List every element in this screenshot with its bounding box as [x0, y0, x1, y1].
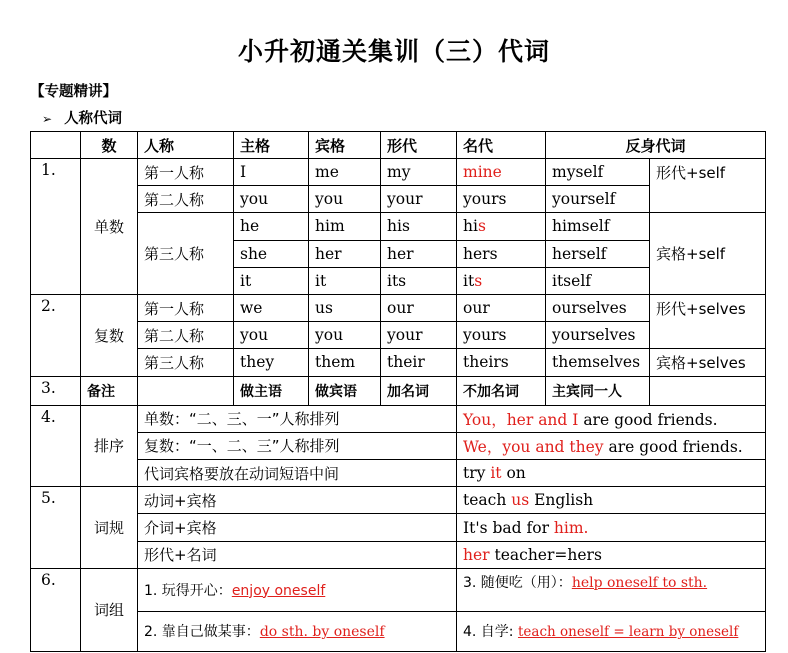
- arrow-icon: ➢: [42, 112, 53, 126]
- header-possessive-adj: 形代: [381, 132, 457, 159]
- cell: his: [381, 213, 457, 240]
- cell: yourself: [546, 186, 650, 213]
- note-cell: 主宾同一人: [546, 376, 650, 405]
- header-subject: 主格: [234, 132, 309, 159]
- example-text: are good friends.: [578, 410, 718, 429]
- table-row: [31, 514, 766, 541]
- header-reflexive: 反身代词: [546, 132, 766, 159]
- phrase-cell: [457, 611, 766, 651]
- example-text: teach: [463, 491, 512, 510]
- example-red: We，you and they: [463, 437, 604, 456]
- rule-cell: [650, 213, 766, 295]
- order-example: [457, 432, 766, 459]
- row-number: 1.: [31, 159, 81, 295]
- order-rule: 单数：“二、三、一”人称排列: [138, 405, 457, 432]
- example-red: her: [463, 545, 490, 564]
- table-row: [31, 460, 766, 487]
- row-number: 3.: [31, 376, 81, 405]
- row-number: 6.: [31, 568, 81, 651]
- cell: you: [234, 322, 309, 349]
- header-blank: [31, 132, 81, 159]
- row-number: 4.: [31, 405, 81, 487]
- person-label: 第二人称: [138, 186, 234, 213]
- rule-cell: [650, 159, 766, 213]
- rule-cell: [650, 294, 766, 348]
- phrase-answer: enjoy oneself: [231, 582, 326, 599]
- phrase-answer: do sth. by oneself: [259, 624, 385, 641]
- person-label: 第二人称: [138, 322, 234, 349]
- cell: ourselves: [546, 294, 650, 321]
- rule-cell: [650, 349, 766, 376]
- cell: hers: [457, 240, 546, 267]
- subsection-heading: [42, 107, 122, 128]
- order-rule: 复数：“一、二、三”人称排列: [138, 432, 457, 459]
- table-row: [31, 568, 766, 611]
- cell-text: hi: [463, 217, 478, 236]
- cell: her: [309, 240, 381, 267]
- example-text: are good friends.: [603, 437, 743, 456]
- phrase-label: 3. 随便吃（用）：: [463, 574, 572, 591]
- cell: their: [381, 349, 457, 376]
- subsection-label: 人称代词: [64, 111, 123, 127]
- table-row: [31, 294, 766, 321]
- cell: itself: [546, 267, 650, 294]
- cell: myself: [546, 159, 650, 186]
- table-header-row: [31, 132, 766, 159]
- example-red: You，her and I: [463, 410, 579, 429]
- group-label: 排序: [81, 405, 138, 487]
- example-red: us: [511, 491, 530, 510]
- cell: yours: [457, 322, 546, 349]
- phrase-cell: [138, 611, 457, 651]
- cell: they: [234, 349, 309, 376]
- note-label: 备注: [81, 376, 138, 405]
- order-rule: 代词宾格要放在动词短语中间: [138, 460, 457, 487]
- section-heading: 【专题精讲】: [30, 84, 117, 100]
- cell: herself: [546, 240, 650, 267]
- cell-text: it: [463, 271, 475, 290]
- word-rule: 介词+宾格: [138, 514, 457, 541]
- header-person: 人称: [138, 132, 234, 159]
- phrase-label: 2. 靠自己做某事：: [144, 624, 260, 641]
- example-red: him.: [553, 518, 589, 537]
- header-object: 宾格: [309, 132, 381, 159]
- example-text: try: [463, 464, 491, 483]
- phrase-cell: [138, 568, 457, 611]
- word-rule: 形代+名词: [138, 541, 457, 568]
- table-row: [31, 611, 766, 651]
- phrase-label: 4. 自学:: [463, 624, 518, 641]
- cell-text-red: s: [474, 271, 483, 290]
- table-row: [31, 541, 766, 568]
- rule-text: 宾格+self: [656, 245, 726, 264]
- cell: [138, 376, 234, 405]
- table-row: [31, 487, 766, 514]
- table-row: [31, 376, 766, 405]
- note-cell: 加名词: [381, 376, 457, 405]
- phrase-label: 1. 玩得开心：: [144, 582, 232, 599]
- note-cell: 做宾语: [309, 376, 381, 405]
- cell: you: [234, 186, 309, 213]
- rule-example: [457, 487, 766, 514]
- cell: themselves: [546, 349, 650, 376]
- example-text: teacher=hers: [489, 545, 602, 564]
- cell: me: [309, 159, 381, 186]
- person-label: 第一人称: [138, 159, 234, 186]
- row-number: 5.: [31, 487, 81, 569]
- example-text: English: [529, 491, 594, 510]
- cell: yours: [457, 186, 546, 213]
- rule-example: [457, 541, 766, 568]
- cell: us: [309, 294, 381, 321]
- cell: [457, 267, 546, 294]
- cell: them: [309, 349, 381, 376]
- cell: [457, 213, 546, 240]
- order-example: [457, 460, 766, 487]
- cell: its: [381, 267, 457, 294]
- table-row: [31, 213, 766, 240]
- cell: yourselves: [546, 322, 650, 349]
- page-title: 小升初通关集训（三）代词: [237, 37, 550, 66]
- cell: our: [457, 294, 546, 321]
- header-number: 数: [81, 132, 138, 159]
- table-row: [31, 349, 766, 376]
- cell: he: [234, 213, 309, 240]
- group-label: 词组: [81, 568, 138, 651]
- cell: your: [381, 322, 457, 349]
- group-label: 词规: [81, 487, 138, 569]
- cell: it: [234, 267, 309, 294]
- cell: your: [381, 186, 457, 213]
- group-label: 复数: [81, 294, 138, 376]
- example-text: It's bad for: [463, 518, 554, 537]
- rule-text: 形代+selves: [656, 299, 746, 318]
- phrase-answer: teach oneself = learn by oneself: [517, 624, 739, 641]
- example-text: on: [501, 464, 526, 483]
- header-possessive-pron: 名代: [457, 132, 546, 159]
- cell: I: [234, 159, 309, 186]
- cell: him: [309, 213, 381, 240]
- cell: mine: [457, 159, 546, 186]
- table-row: [31, 405, 766, 432]
- word-rule: 动词+宾格: [138, 487, 457, 514]
- example-red: it: [490, 464, 502, 483]
- person-label: 第三人称: [138, 213, 234, 295]
- cell: my: [381, 159, 457, 186]
- cell: theirs: [457, 349, 546, 376]
- cell: our: [381, 294, 457, 321]
- cell: she: [234, 240, 309, 267]
- rule-text: 形代+self: [656, 164, 726, 182]
- order-example: [457, 405, 766, 432]
- row-number: 2.: [31, 294, 81, 376]
- person-label: 第一人称: [138, 294, 234, 321]
- note-cell: 做主语: [234, 376, 309, 405]
- note-cell: 不加名词: [457, 376, 546, 405]
- cell: himself: [546, 213, 650, 240]
- table-row: [31, 159, 766, 186]
- phrase-answer: help oneself to sth.: [571, 574, 708, 591]
- phrase-cell: [457, 568, 766, 611]
- cell: you: [309, 186, 381, 213]
- cell: we: [234, 294, 309, 321]
- rule-example: [457, 514, 766, 541]
- table-row: [31, 432, 766, 459]
- cell: you: [309, 322, 381, 349]
- person-label: 第三人称: [138, 349, 234, 376]
- group-label: 单数: [81, 159, 138, 295]
- cell: her: [381, 240, 457, 267]
- cell: [650, 376, 766, 405]
- pronoun-table: [30, 131, 766, 652]
- rule-text: 宾格+selves: [656, 353, 746, 372]
- cell-text-red: s: [477, 217, 486, 236]
- cell: it: [309, 267, 381, 294]
